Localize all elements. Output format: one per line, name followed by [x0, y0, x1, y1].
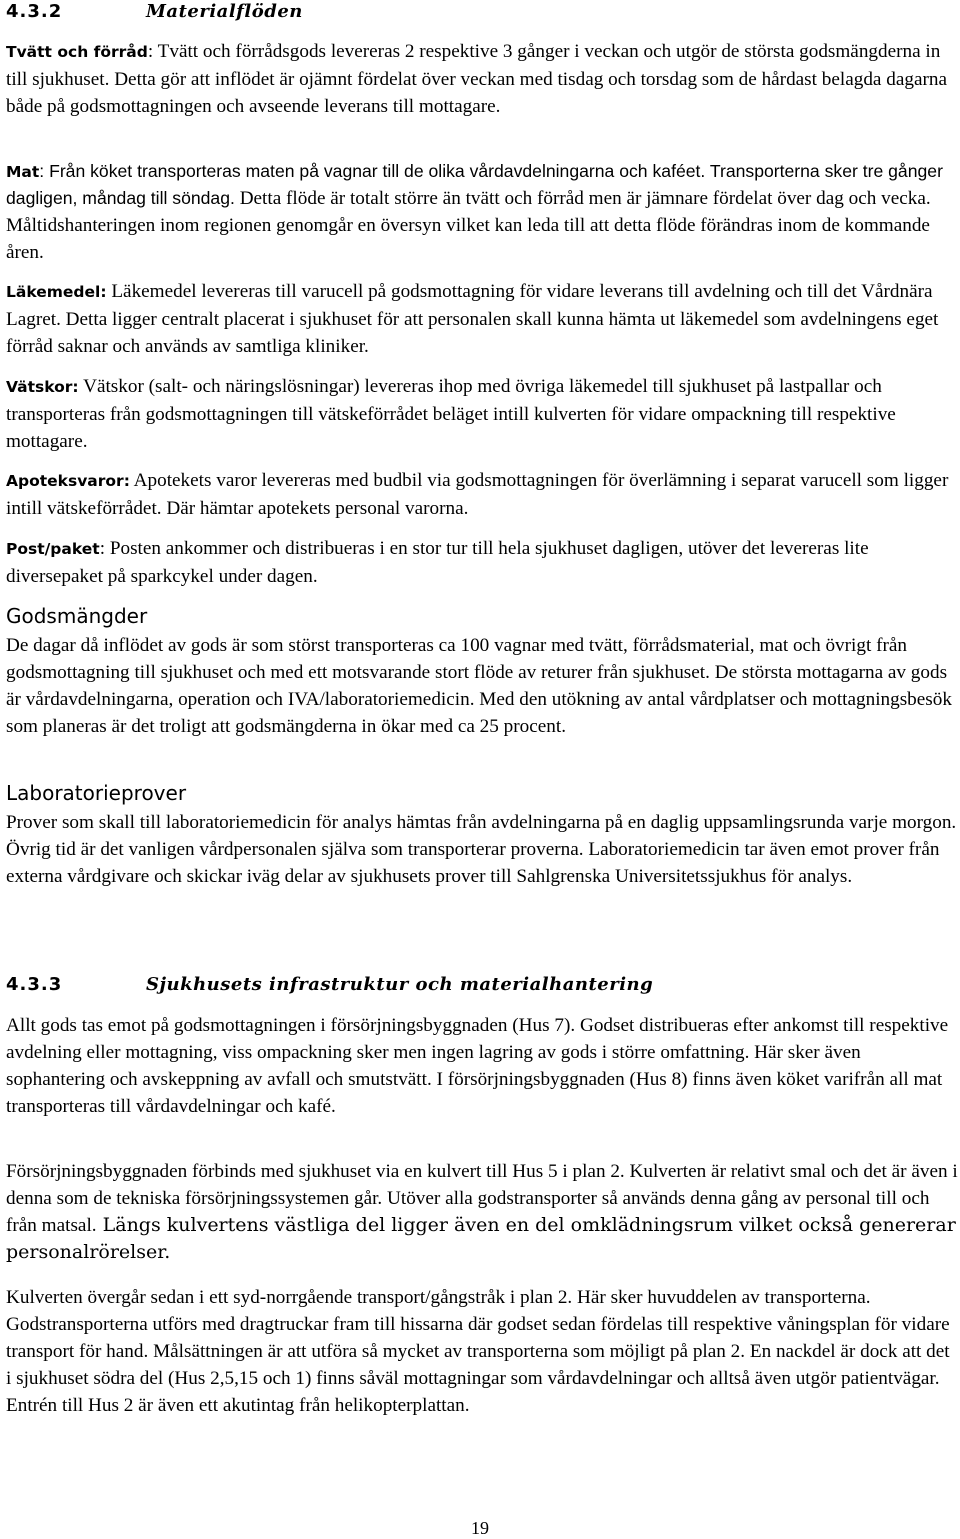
subheading-laboratorieprover: Laboratorieprover — [6, 781, 187, 805]
paragraph-mat — [6, 158, 958, 266]
paragraph-label: Post/paket — [6, 540, 100, 558]
section-title: Materialflöden — [146, 1, 303, 22]
paragraph-transportstrak: Kulverten övergår sedan i ett syd-norrgående transport/gångstråk i plan 2. Här sker huvuddelen av transporterna. Godstransporterna utförs med dragtruckar fram till hissarna där godset sedan fördelas till respektive våningsplan för vidare transport för hand. Målsättningen är att utföra så mycket av transporterna som möjligt på plan 2. En nackdel är dock att det i sjukhuset södra del (Hus 2,5,15 och 1) finns såväl mottagningar som vårdavdelningar och alltså även utgör patientvägar. Entrén till Hus 2 är även ett akutintag från helikopterplattan. — [6, 1287, 950, 1416]
paragraph-text: Försörjningsbyggnaden förbinds med sjukhuset via en kulvert till Hus 5 i plan 2. Kulverten är relativt smal och det är även i denna som de tekniska försörjningssystemen går. Utöver alla godstransporter så används denna gång av personal till och från matsal. — [6, 1161, 958, 1236]
paragraph-text: Läkemedel levereras till varucell på godsmottagning för vidare leverans till avdelning och till det Vårdnära Lagret. Detta ligger centralt placerat i sjukhuset för att personalen skall kunna hämta ut läkemedel som avdelningens eget förråd saknar och används av samtliga kliniker. — [6, 281, 939, 357]
paragraph-text: Apotekets varor levereras med budbil via godsmottagningen för överlämning i separat varucell som ligger intill vätskeförrådet. Där hämtar apotekets personal varorna. — [6, 470, 949, 519]
page-number: 19 — [471, 1518, 489, 1538]
paragraph-text-continued: Detta flöde är totalt större än tvätt och förråd men är jämnare fördelat över dag och vecka. Måltidshanteringen inom regionen genomgår en översyn vilket kan leda till att detta flöde förändras inom de kommande åren. — [6, 188, 931, 263]
paragraph-vatskor — [6, 373, 958, 455]
paragraph-text: : Posten ankommer och distribueras i en stor tur till hela sjukhuset dagligen, utöver det levereras lite diversepaket på sparkcykel under dagen. — [6, 538, 869, 587]
paragraph-text-continued: Längs kulvertens västliga del ligger även en del omklädningsrum vilket också genererar personalrörelser. — [6, 1214, 956, 1263]
paragraph-text: : Från köket transporteras maten på vagnar till de olika vårdavdelningarna och kaféet. Transporterna sker tre gånger dagligen, måndag till söndag. — [6, 161, 943, 208]
section-number: 4.3.3 — [6, 974, 63, 995]
section-number: 4.3.2 — [6, 1, 63, 22]
subheading-godsmangder: Godsmängder — [6, 604, 148, 628]
paragraph-apoteksvaror — [6, 467, 958, 522]
paragraph-label: Läkemedel: — [6, 283, 107, 301]
paragraph-text: Vätskor (salt- och näringslösningar) levereras ihop med övriga läkemedel till sjukhuset på lastpallar och transporteras från godsmottagningen till vätskeförrådet beläget intill kulverten för vidare ompackning till respektive mottagare. — [6, 376, 896, 452]
paragraph-label: Mat — [6, 163, 40, 181]
paragraph-post-paket — [6, 535, 958, 590]
paragraph-text: : Tvätt och förrådsgods levereras 2 respektive 3 gånger i veckan och utgör de största godsmängderna in till sjukhuset. Detta gör att inflödet är ojämnt fördelat över veckan med tisdag och torsdag som de hårdast belagda dagarna både på godsmottagningen och avseende leverans till mottagare. — [6, 41, 947, 117]
paragraph-label: Vätskor: — [6, 378, 79, 396]
paragraph-tvatt-forrad — [6, 38, 958, 120]
paragraph-godsmangder: De dagar då inflödet av gods är som störst transporteras ca 100 vagnar med tvätt, förrådsmaterial, mat och övrigt från godsmottagning till sjukhuset och med ett motsvarande stort flöde av returer från sjukhuset. De största mottagarna av gods är vårdavdelningarna, operation och IVA/laboratoriemedicin. Med den utökning av antal vårdplatser och mottagningsbesök som planeras är det troligt att godsmängderna in ökar med ca 25 procent. — [6, 635, 952, 737]
paragraph-laboratorieprover: Prover som skall till laboratoriemedicin för analys hämtas från avdelningarna på en daglig uppsamlingsrunda varje morgon. Övrig tid är det vanligen vårdpersonalen själva som transporterar proverna. Laboratoriemedicin tar även emot prover från externa vårdgivare och skickar iväg delar av sjukhusets prover till Sahlgrenska Universitetssjukhus för analys. — [6, 812, 957, 887]
paragraph-godsmottagning: Allt gods tas emot på godsmottagningen i försörjningsbyggnaden (Hus 7). Godset distribueras efter ankomst till respektive avdelning eller mottagning, viss ompackning sker men ingen lagring av gods i större omfattning. Här sker även sophantering och avskeppning av avfall och smutstvätt. I försörjningsbyggnaden (Hus 8) finns även köket varifrån all mat transporteras till vårdavdelningar och kafé. — [6, 1015, 949, 1117]
section-title: Sjukhusets infrastruktur och materialhantering — [146, 974, 654, 995]
section-heading-4-3-3 — [6, 973, 653, 997]
paragraph-kulvert — [6, 1158, 958, 1266]
paragraph-label: Tvätt och förråd — [6, 43, 148, 61]
section-heading-4-3-2 — [6, 0, 303, 24]
paragraph-lakemedel — [6, 278, 958, 360]
paragraph-label: Apoteksvaror: — [6, 472, 130, 490]
